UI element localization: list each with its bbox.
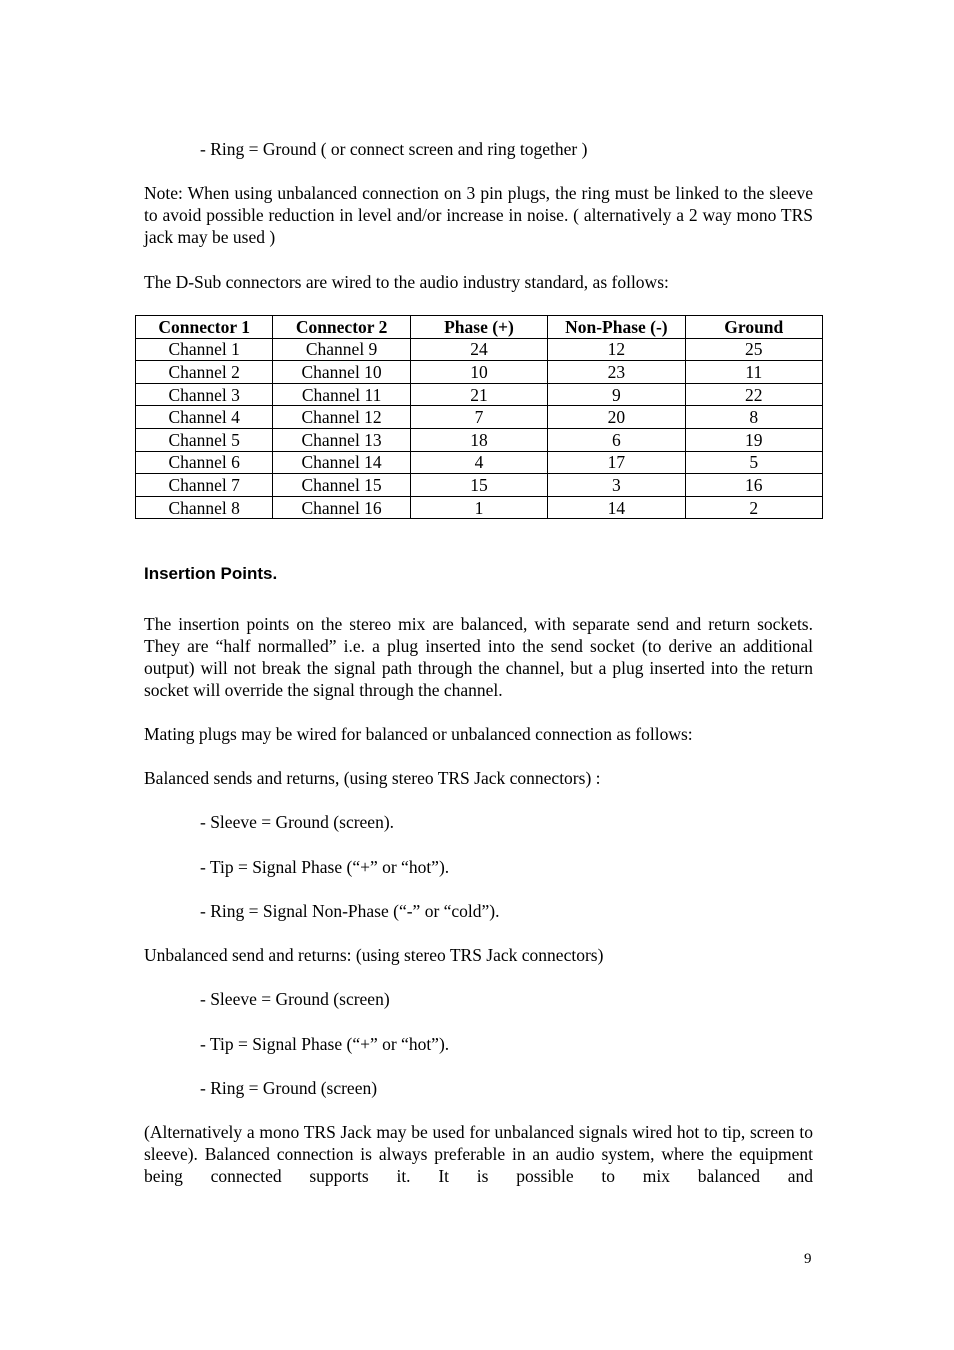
unbalanced-ring-line: - Ring = Ground (screen) (200, 1078, 378, 1098)
table-row (136, 451, 823, 474)
page-number: 9 (804, 1251, 812, 1267)
table-cell: 21 (410, 383, 547, 406)
table-cell: 5 (685, 451, 822, 474)
insertion-paragraph: The insertion points on the stereo mix are balanced, with separate send and return sockets. They are “half normalled” i.e. a plug inserted into the send socket (to derive an additional output) will not break the signal path through the channel, but a plug inserted into the return socket will override the signal through the channel. (144, 614, 813, 700)
ring-ground-line: - Ring = Ground ( or connect screen and ring together ) (200, 139, 588, 159)
table-cell: 17 (548, 451, 685, 474)
table-cell: 18 (410, 428, 547, 451)
mating-paragraph: Mating plugs may be wired for balanced or unbalanced connection as follows: (144, 724, 693, 744)
table-cell: 25 (685, 338, 822, 361)
table-row (136, 383, 823, 406)
table-cell: Channel 12 (273, 406, 410, 429)
table-cell: 8 (685, 406, 822, 429)
header-connector-2: Connector 2 (273, 316, 410, 339)
header-ground: Ground (685, 316, 822, 339)
table-cell: 15 (410, 474, 547, 497)
table-cell: 6 (548, 428, 685, 451)
header-connector-1: Connector 1 (136, 316, 273, 339)
table-header-row (136, 316, 823, 339)
table-row (136, 361, 823, 384)
balanced-sleeve-line: - Sleeve = Ground (screen). (200, 812, 395, 832)
alternative-paragraph: (Alternatively a mono TRS Jack may be used for unbalanced signals wired hot to tip, screen to sleeve). Balanced connection is always preferable in an audio system, where the equipment being connected supports it. It is possible to mix balanced and (144, 1122, 813, 1186)
table-cell: Channel 1 (136, 338, 273, 361)
table-cell: Channel 9 (273, 338, 410, 361)
dsub-wiring-table (135, 315, 823, 519)
table-cell: 19 (685, 428, 822, 451)
note-paragraph: Note: When using unbalanced connection on 3 pin plugs, the ring must be linked to the sleeve to avoid possible reduction in level and/or increase in noise. ( alternatively a 2 way mono TRS jack may be used ) (144, 183, 813, 247)
balanced-intro: Balanced sends and returns, (using stereo TRS Jack connectors) : (144, 768, 601, 788)
table-cell: 20 (548, 406, 685, 429)
table-cell: Channel 10 (273, 361, 410, 384)
table-row (136, 338, 823, 361)
table-cell: 22 (685, 383, 822, 406)
table-cell: 1 (410, 496, 547, 519)
balanced-ring-line: - Ring = Signal Non-Phase (“-” or “cold”). (200, 901, 500, 921)
table-cell: Channel 5 (136, 428, 273, 451)
table-cell: Channel 3 (136, 383, 273, 406)
table-cell: Channel 2 (136, 361, 273, 384)
header-non-phase: Non-Phase (-) (548, 316, 685, 339)
table-row (136, 496, 823, 519)
table-cell: Channel 7 (136, 474, 273, 497)
table-cell: Channel 4 (136, 406, 273, 429)
table-cell: 16 (685, 474, 822, 497)
table-row (136, 474, 823, 497)
table-cell: 9 (548, 383, 685, 406)
table-cell: 12 (548, 338, 685, 361)
table-cell: 23 (548, 361, 685, 384)
section-heading-insertion-points: Insertion Points. (144, 564, 278, 583)
table-cell: 11 (685, 361, 822, 384)
table-cell: 4 (410, 451, 547, 474)
table-cell: 10 (410, 361, 547, 384)
table-cell: Channel 16 (273, 496, 410, 519)
header-phase: Phase (+) (410, 316, 547, 339)
balanced-tip-line: - Tip = Signal Phase (“+” or “hot”). (200, 857, 450, 877)
table-cell: 14 (548, 496, 685, 519)
unbalanced-intro: Unbalanced send and returns: (using stereo TRS Jack connectors) (144, 945, 604, 965)
dsub-intro: The D-Sub connectors are wired to the audio industry standard, as follows: (144, 272, 669, 292)
table-cell: 24 (410, 338, 547, 361)
table-cell: 2 (685, 496, 822, 519)
unbalanced-tip-line: - Tip = Signal Phase (“+” or “hot”). (200, 1034, 450, 1054)
table-cell: Channel 14 (273, 451, 410, 474)
table-cell: Channel 8 (136, 496, 273, 519)
table-row (136, 406, 823, 429)
table-row (136, 428, 823, 451)
unbalanced-sleeve-line: - Sleeve = Ground (screen) (200, 989, 390, 1009)
table-cell: Channel 6 (136, 451, 273, 474)
table-cell: Channel 11 (273, 383, 410, 406)
table-cell: 7 (410, 406, 547, 429)
table-cell: Channel 15 (273, 474, 410, 497)
table-cell: 3 (548, 474, 685, 497)
table-cell: Channel 13 (273, 428, 410, 451)
